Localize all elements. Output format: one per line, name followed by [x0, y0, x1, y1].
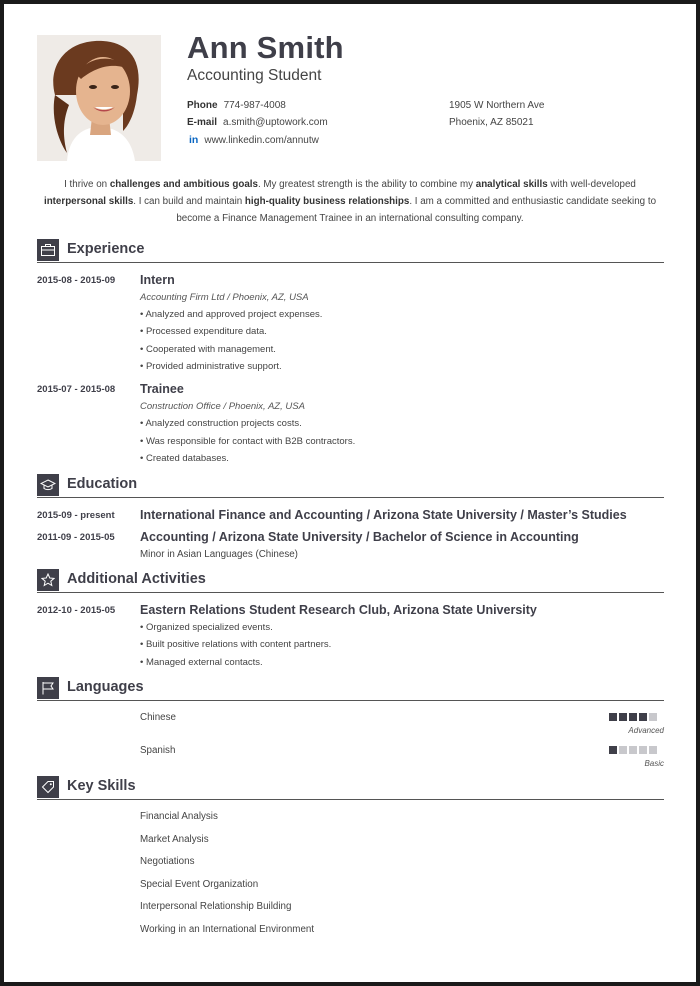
email-line: [187, 117, 328, 128]
summary-text: . I am a committed and enthusiastic candidate seeking to become a Finance Management Trainee in an international consulting company.: [176, 196, 657, 225]
skill-item: Financial Analysis: [140, 811, 218, 822]
summary-text: . My greatest strength is the ability to combine my: [257, 179, 476, 190]
phone-label: Phone: [187, 100, 218, 111]
language-rating: [609, 713, 657, 721]
education-degree: Accounting / Arizona State University / Bachelor of Science in Accounting: [140, 530, 579, 544]
rating-square-filled: [629, 713, 637, 721]
profile-summary: [34, 176, 666, 228]
summary-bold: high-quality business relationships: [244, 196, 410, 208]
skill-item: Market Analysis: [140, 834, 209, 845]
candidate-title: Accounting Student: [187, 67, 322, 84]
rating-square-filled: [609, 713, 617, 721]
job-bullet: • Analyzed and approved project expenses.: [140, 309, 323, 320]
skill-item: Working in an International Environment: [140, 924, 315, 935]
skill-item: Negotiations: [140, 856, 195, 867]
language-name: Spanish: [140, 745, 176, 756]
languages-title: Languages: [67, 679, 144, 695]
activity-bullet: • Built positive relations with content partners.: [140, 639, 332, 650]
skills-title: Key Skills: [67, 778, 136, 794]
address-line-1: 1905 W Northern Ave: [449, 100, 545, 111]
linkedin-icon: in: [189, 134, 199, 146]
skill-item: Interpersonal Relationship Building: [140, 901, 292, 912]
rating-square-empty: [649, 746, 657, 754]
rating-square-empty: [619, 746, 627, 754]
job-bullet: • Was responsible for contact with B2B contractors.: [140, 436, 356, 447]
job-employer: Accounting Firm Ltd / Phoenix, AZ, USA: [140, 292, 309, 303]
candidate-name: Ann Smith: [187, 30, 344, 65]
job-title: Trainee: [140, 382, 184, 396]
rating-square-filled: [619, 713, 627, 721]
job-dates: 2015-08 - 2015-09: [37, 275, 116, 286]
email-label: E-mail: [187, 117, 218, 128]
job-title: Intern: [140, 273, 175, 287]
language-rating: [609, 746, 657, 754]
rating-square-empty: [629, 746, 637, 754]
job-bullet: • Processed expenditure data.: [140, 326, 267, 337]
summary-text: with well-developed: [547, 179, 636, 190]
activities-title: Additional Activities: [67, 571, 206, 587]
activity-bullet: • Managed external contacts.: [140, 657, 263, 668]
linkedin-line: [187, 134, 319, 146]
email-link[interactable]: a.smith@uptowork.com: [223, 117, 328, 128]
job-bullet: • Cooperated with management.: [140, 344, 276, 355]
briefcase-icon: [37, 239, 59, 261]
language-level: Advanced: [628, 726, 664, 735]
star-icon: [37, 569, 59, 591]
skill-item: Special Event Organization: [140, 879, 259, 890]
tags-icon: [37, 776, 59, 798]
education-section-header: [37, 474, 664, 498]
linkedin-link[interactable]: www.linkedin.com/annutw: [204, 135, 319, 146]
resume-page: [4, 4, 696, 982]
education-title: Education: [67, 476, 138, 492]
summary-text: I thrive on: [64, 179, 110, 190]
summary-text: . I can build and maintain: [133, 196, 245, 208]
summary-bold: interpersonal skills: [43, 196, 134, 208]
phone-line: [187, 100, 286, 111]
experience-title: Experience: [67, 241, 145, 257]
rating-square-filled: [639, 713, 647, 721]
phone-value: 774-987-4008: [223, 100, 286, 111]
flag-icon: [37, 677, 59, 699]
languages-section-header: [37, 677, 664, 701]
education-dates: 2015-09 - present: [37, 510, 115, 521]
activity-title: Eastern Relations Student Research Club, Arizona State University: [140, 603, 537, 617]
skills-section-header: [37, 776, 664, 800]
activities-section-header: [37, 569, 664, 593]
job-bullet: • Created databases.: [140, 453, 229, 464]
job-dates: 2015-07 - 2015-08: [37, 384, 116, 395]
activity-bullet: • Organized specialized events.: [140, 622, 273, 633]
education-note: Minor in Asian Languages (Chinese): [140, 549, 298, 560]
education-dates: 2011-09 - 2015-05: [37, 532, 115, 543]
job-employer: Construction Office / Phoenix, AZ, USA: [140, 401, 305, 412]
education-degree: International Finance and Accounting / Arizona State University / Master’s Studies: [140, 508, 627, 522]
address-line-2: Phoenix, AZ 85021: [449, 117, 534, 128]
rating-square-empty: [649, 713, 657, 721]
language-level: Basic: [644, 759, 664, 768]
graduation-cap-icon: [37, 474, 59, 496]
activity-dates: 2012-10 - 2015-05: [37, 605, 116, 616]
job-bullet: • Provided administrative support.: [140, 361, 282, 372]
profile-photo: [37, 35, 161, 161]
rating-square-filled: [609, 746, 617, 754]
language-name: Chinese: [140, 712, 176, 723]
rating-square-empty: [639, 746, 647, 754]
summary-bold: analytical skills: [475, 179, 548, 190]
job-bullet: • Analyzed construction projects costs.: [140, 418, 302, 429]
summary-bold: challenges and ambitious goals: [109, 179, 258, 190]
experience-section-header: [37, 239, 664, 263]
